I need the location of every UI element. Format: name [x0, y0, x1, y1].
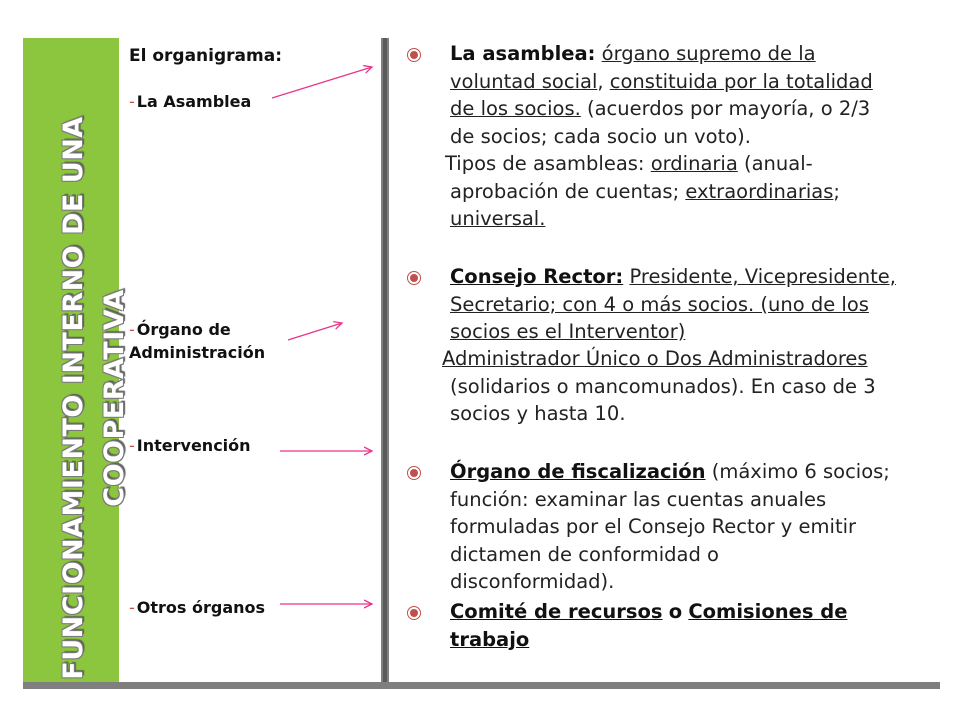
org-item-label: Otros órganos	[136, 598, 266, 617]
administrador-text	[442, 345, 937, 428]
tipos-t3: aprobación de cuentas;	[450, 179, 680, 203]
organigram-heading: El organigrama:	[129, 46, 282, 66]
bullet-icon	[407, 271, 421, 285]
consejo-heading: Consejo Rector:	[450, 265, 624, 288]
org-item-label: Órgano de	[136, 320, 231, 339]
asamblea-t2: de socios; cada socio un voto).	[450, 124, 751, 148]
tipos-universal: universal.	[450, 207, 546, 230]
asamblea-text	[450, 40, 945, 150]
consejo-u1: Presidente, Vicepresidente,	[629, 265, 896, 288]
tipos-t3b: ;	[833, 179, 840, 203]
fiscalizacion-t2: formuladas por el Consejo Rector y emitir	[450, 515, 857, 538]
consejo-u3: socios es el Interventor)	[450, 320, 686, 343]
asamblea-t1: (acuerdos por mayoría, o 2/3	[587, 97, 871, 120]
comite-o: o	[668, 600, 683, 623]
fiscalizacion-text	[450, 458, 945, 596]
vertical-divider-core	[383, 38, 387, 682]
tipos-text	[445, 150, 940, 233]
tipos-ordinaria-desc: (anual-	[744, 152, 813, 175]
consejo-text	[450, 263, 945, 346]
dash: -	[129, 320, 135, 339]
asamblea-u2: voluntad social	[450, 69, 598, 93]
comite-text	[450, 598, 945, 653]
org-item-label: La Asamblea	[136, 92, 252, 111]
fiscalizacion-t4: disconformidad).	[450, 570, 615, 593]
dash: -	[129, 598, 135, 617]
arrow-asamblea	[272, 67, 372, 98]
comite-h2: Comisiones de	[688, 600, 848, 623]
asamblea-u3: constituida por la totalidad	[609, 69, 873, 93]
asamblea-heading: La asamblea:	[450, 42, 596, 65]
tipos-label: Tipos de asambleas:	[445, 152, 645, 175]
fiscalizacion-heading: Órgano de fiscalización	[450, 460, 706, 483]
bullet-icon	[407, 48, 421, 62]
tipos-ordinaria: ordinaria	[650, 152, 738, 175]
org-item-label-2: Administración	[129, 343, 266, 362]
asamblea-u1: órgano supremo de la	[601, 42, 816, 65]
title-line-2: COOPERATIVA	[99, 289, 130, 507]
dash: -	[129, 92, 135, 111]
fiscalizacion-t0: (máximo 6 socios;	[711, 460, 890, 483]
bottom-bar	[23, 682, 940, 689]
consejo-t1: (solidarios o mancomunados). En caso de 3	[450, 374, 876, 398]
dash: -	[129, 436, 135, 455]
tipos-extraordinarias: extraordinarias	[685, 179, 834, 203]
asamblea-u4: de los socios.	[450, 97, 581, 120]
org-item-label: Intervención	[136, 436, 251, 455]
consejo-u2: Secretario; con 4 o más socios. (uno de los	[450, 292, 869, 316]
comite-h3: trabajo	[450, 627, 530, 651]
bullet-icon	[407, 606, 421, 620]
fiscalizacion-t1: función: examinar las cuentas anuales	[450, 487, 827, 511]
consejo-t2: socios y hasta 10.	[450, 402, 626, 425]
title-line-1: FUNCIONAMIENTO INTERNO DE UNA	[58, 116, 89, 680]
asamblea-sep: ,	[597, 69, 604, 93]
comite-h1: Comité de recursos	[450, 600, 663, 623]
fiscalizacion-t3: dictamen de conformidad o	[450, 542, 719, 566]
bullet-icon	[407, 466, 421, 480]
consejo-u4: Administrador Único o Dos Administradores	[442, 347, 868, 370]
arrow-administracion	[288, 323, 342, 340]
